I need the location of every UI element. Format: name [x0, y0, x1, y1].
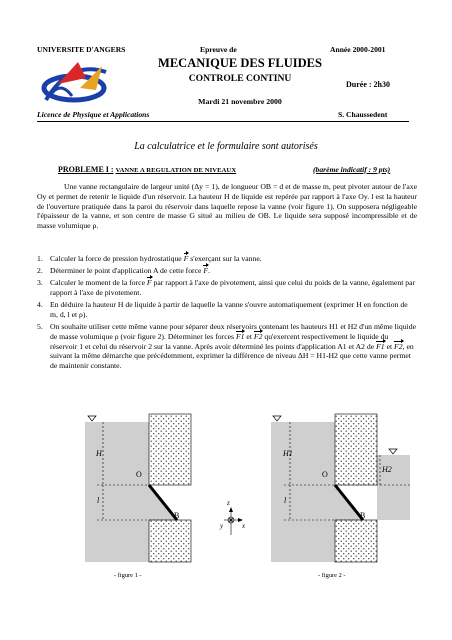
- university-name: UNIVERSITE D'ANGERS: [37, 45, 126, 54]
- axis-y-label: y: [220, 522, 224, 530]
- force-vector-2: F2: [253, 331, 263, 341]
- problem-name: VANNE A REGULATION DE NIVEAUX: [115, 167, 237, 174]
- exam-date: Mardi 21 novembre 2000: [198, 97, 282, 106]
- author-name: S. Chaussedent: [338, 110, 388, 119]
- question-number: 2.: [37, 266, 43, 276]
- question-number: 3.: [37, 278, 43, 288]
- question-text: Calculer le moment de la force: [50, 278, 145, 288]
- surface-marker-1: [273, 416, 281, 421]
- axis-z-label: z: [227, 499, 230, 507]
- wall-lower: [149, 520, 191, 562]
- force-vector-1: F1: [235, 331, 245, 341]
- question-number: 1.: [37, 254, 43, 263]
- force-vector-2: F2: [394, 341, 403, 351]
- problem-label: PROBLEME I :: [58, 165, 114, 174]
- label-B: B: [174, 511, 180, 520]
- question-text: s'exerçant sur la vanne.: [190, 254, 262, 263]
- problem-bareme: (barème indicatif : 9 pts): [313, 165, 391, 174]
- question-text: Déterminer le point d'application A de cette force: [50, 266, 202, 276]
- question-text: .: [208, 266, 210, 276]
- wall-upper: [149, 414, 191, 485]
- force-vector: F: [183, 254, 189, 263]
- axis-x-label: x: [242, 522, 246, 530]
- exam-label: Epreuve de: [200, 45, 237, 54]
- figure-2: [271, 414, 410, 562]
- program-name: Licence de Physique et Applications: [37, 110, 150, 119]
- academic-year: Année 2000-2001: [330, 45, 386, 54]
- wall-upper: [335, 414, 377, 485]
- surface-marker: [88, 416, 96, 421]
- exam-subtitle: CONTROLE CONTINU: [188, 73, 292, 84]
- surface-marker-2: [389, 449, 397, 454]
- label-l: l: [97, 496, 100, 505]
- liquid-reservoir-1: [85, 422, 149, 562]
- question-text: par rapport à l'axe de pivotement, ainsi que celui du poids de la vanne, également par rapport à l'axe de pivotement.: [50, 278, 416, 297]
- question-text: qu'exercent respectivement le liquide du réservoir 1 et celui du réservoir 2 sur la vanne. Après avoir déterminé les points d'application A1 et A2 de: [50, 331, 389, 351]
- label-H1: H1: [283, 449, 293, 458]
- figure-1-caption: - figure 1 -: [114, 572, 142, 579]
- label-O: O: [136, 470, 142, 479]
- force-vector-1: F1: [376, 341, 385, 351]
- wall-lower: [335, 520, 377, 562]
- label-H: H: [96, 449, 102, 458]
- conjunction: et: [386, 341, 393, 351]
- question-number: 5.: [37, 321, 43, 331]
- question-number: 4.: [37, 300, 43, 310]
- figure-1: [85, 414, 191, 562]
- question-text: En déduire la hauteur H de liquide à partir de laquelle la vanne s'ouvre automatiquement (exprimer H en fonction de m, d, l et ρ).: [50, 300, 408, 319]
- coordinate-axes: [219, 499, 246, 535]
- exam-duration: Durée : 2h30: [346, 80, 390, 89]
- exam-title: MECANIQUE DES FLUIDES: [158, 56, 322, 70]
- question-text: , en suivant la même démarche que précédemment, exprimer la différence de niveau ΔH = H1-H2 que cette vanne permet de maintenir constante.: [50, 341, 414, 371]
- label-B: B: [360, 511, 366, 520]
- label-H2: H2: [382, 465, 392, 474]
- question-text: Calculer la force de pression hydrostatique: [50, 254, 182, 263]
- label-O: O: [322, 470, 328, 479]
- question-text: On souhaite utiliser cette même vanne pour séparer deux réservoirs contenant les hauteurs H1 et H2 d'un même liquide de masse volumique ρ (voir figure 2). Déterminer les forces: [50, 321, 416, 341]
- conjunction: et: [246, 331, 252, 341]
- liquid-reservoir-1: [271, 422, 335, 562]
- calculator-notice: La calculatrice et le formulaire sont autorisés: [134, 141, 318, 152]
- intro-text: Une vanne rectangulaire de largeur unité (Δy = 1), de longueur OB = d et de masse m, peut pivoter autour de l'axe Oy et permet de retenir le liquide d'un réservoir. La hauteur H de liquide est repérée par rapport à l'axe Oy. l est la hauteur de l'ouverture pratiquée dans la paroi du réservoir dans laquelle repose la vanne (voir figure 1). On supposera négligeable l'épaisseur de la vanne, et son centre de masse G situé au milieu de OB. Le liquide sera supposé incompressible et de masse volumique ρ.: [37, 182, 417, 231]
- force-vector: F: [146, 278, 152, 288]
- figure-2-caption: - figure 2 -: [318, 572, 346, 579]
- label-l: l: [284, 496, 287, 505]
- force-vector: F: [203, 266, 209, 276]
